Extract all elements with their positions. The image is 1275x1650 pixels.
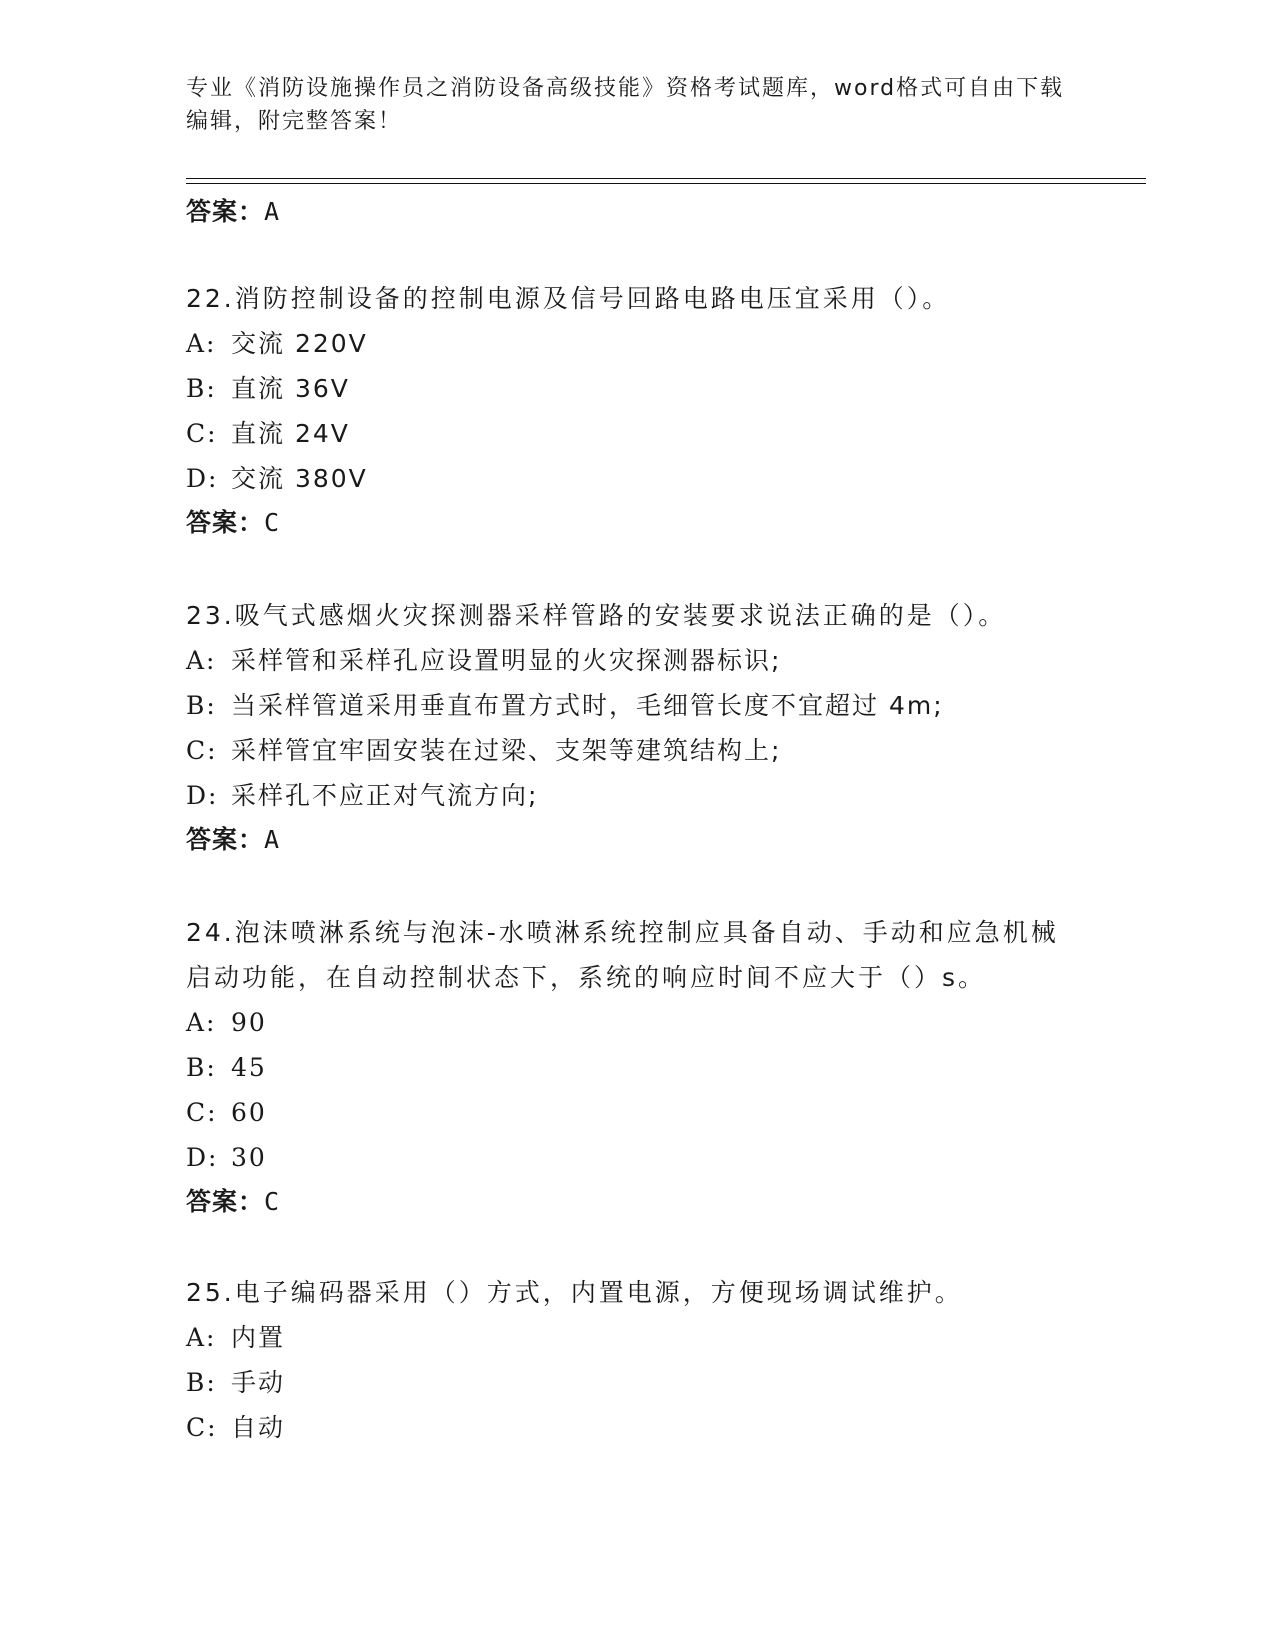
option-text: 交流 220V [231,329,368,358]
option-d [186,1135,1086,1180]
answer-value: A [264,197,281,226]
question-22 [186,276,1086,545]
question-text: 24.泡沫喷淋系统与泡沫-水喷淋系统控制应具备自动、手动和应急机械启动功能，在自动控制状态下，系统的响应时间不应大于（）s。 [186,918,1059,992]
option-letter: D: [186,464,219,493]
answer-value: A [264,825,281,854]
header-divider-bottom [186,183,1146,184]
option-letter: D: [186,1143,219,1172]
option-b [186,366,1086,411]
answer-label: 答案： [186,825,265,854]
option-text: 直流 24V [231,419,350,448]
answer-line [186,1182,1086,1222]
question-text: 25.电子编码器采用（）方式，内置电源，方便现场调试维护。 [186,1278,963,1307]
answer-label: 答案： [186,1187,265,1216]
option-text: 采样管和采样孔应设置明显的火灾探测器标识; [231,646,782,675]
option-letter: C: [186,736,218,765]
option-d [186,456,1086,501]
option-text: 采样管宜牢固安装在过梁、支架等建筑结构上; [231,736,782,765]
option-b [186,683,1086,728]
option-letter: B: [186,691,217,720]
option-text: 60 [231,1098,267,1127]
option-letter: D: [186,781,219,810]
option-d [186,773,1086,818]
option-text: 直流 36V [231,374,350,403]
question-23 [186,593,1086,862]
option-c [186,411,1086,456]
option-text: 90 [231,1008,267,1037]
option-letter: B: [186,1368,217,1397]
option-letter: C: [186,419,218,448]
option-c [186,1405,1086,1450]
option-letter: B: [186,374,217,403]
answer-line [186,503,1086,543]
option-text: 45 [231,1053,267,1082]
option-letter: A: [186,646,217,675]
option-text: 采样孔不应正对气流方向; [231,781,539,810]
option-a [186,1315,1086,1360]
option-b [186,1360,1086,1405]
option-b [186,1045,1086,1090]
option-text: 内置 [231,1323,286,1352]
header-divider-top [186,178,1146,179]
option-text: 自动 [231,1413,286,1442]
option-a [186,321,1086,366]
answer-value: C [264,1187,281,1216]
option-a [186,638,1086,683]
question-24 [186,910,1086,1224]
option-text: 交流 380V [231,464,368,493]
option-letter: A: [186,329,217,358]
document-intro: 专业《消防设施操作员之消防设备高级技能》资格考试题库，word格式可自由下载编辑，附完整答案！ [186,76,1065,134]
question-text: 22.消防控制设备的控制电源及信号回路电路电压宜采用（）。 [186,284,951,313]
answer-line [186,820,1086,860]
option-letter: C: [186,1413,218,1442]
answer-line [186,192,280,232]
answer-value: C [264,508,281,537]
option-letter: A: [186,1323,217,1352]
option-c [186,728,1086,773]
answer-label: 答案： [186,197,265,226]
option-letter: B: [186,1053,217,1082]
option-text: 当采样管道采用垂直布置方式时，毛细管长度不宜超过 4m; [231,691,944,720]
option-letter: C: [186,1098,218,1127]
question-text: 23.吸气式感烟火灾探测器采样管路的安装要求说法正确的是（）。 [186,601,1007,630]
option-a [186,1000,1086,1045]
option-text: 30 [231,1143,267,1172]
answer-label: 答案： [186,508,265,537]
option-c [186,1090,1086,1135]
option-text: 手动 [231,1368,286,1397]
option-letter: A: [186,1008,217,1037]
question-25 [186,1270,1086,1450]
